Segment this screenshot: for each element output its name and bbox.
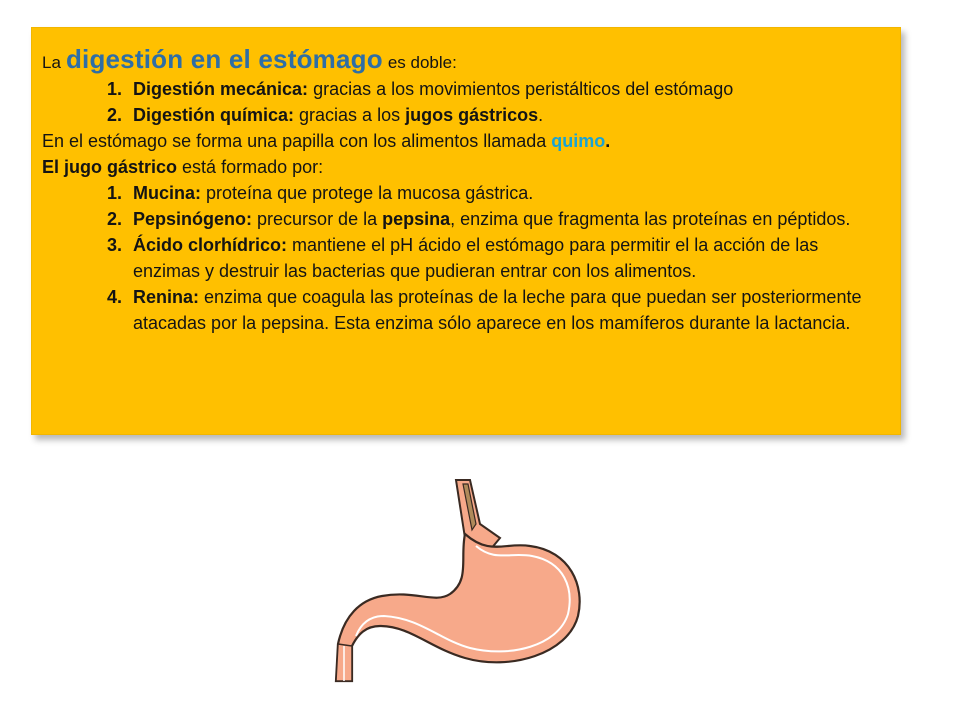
component-term: Mucina:	[133, 183, 202, 203]
intro-la: La	[42, 53, 61, 72]
quimo-sentence	[42, 128, 886, 154]
stomach-illustration	[330, 476, 590, 686]
component-bold: pepsina	[382, 209, 451, 229]
components-list	[42, 180, 886, 336]
component-term: Renina:	[133, 287, 200, 307]
component-text-after: , enzima que fragmenta las proteínas en péptidos.	[450, 209, 851, 229]
component-term: Pepsinógeno:	[133, 209, 253, 229]
quimo-text: En el estómago se forma una papilla con los alimentos llamada	[42, 131, 547, 151]
esophagus	[456, 480, 500, 550]
jugo-text: está formado por:	[182, 157, 324, 177]
digestion-type-end: .	[538, 105, 544, 125]
intro-heading: digestión en el estómago	[65, 44, 383, 74]
component-renina	[127, 284, 886, 336]
jugo-intro	[42, 154, 886, 180]
component-term: Ácido clorhídrico:	[133, 235, 288, 255]
quimo-highlight: quimo	[551, 131, 606, 151]
quimo-end: .	[605, 131, 611, 151]
jugo-term: El jugo gástrico	[42, 157, 178, 177]
component-pepsinogeno	[127, 206, 886, 232]
component-text: precursor de la	[257, 209, 378, 229]
component-text: proteína que protege la mucosa gástrica.	[206, 183, 534, 203]
stomach-body	[336, 534, 580, 681]
digestion-type-text: gracias a los movimientos peristálticos del estómago	[313, 79, 734, 99]
digestion-type-quimica	[127, 102, 886, 128]
intro-tail: es doble:	[387, 53, 457, 72]
component-text: enzima que coagula las proteínas de la leche para que puedan ser posteriormente atacadas por la pepsina. Esta enzima sólo aparece en los mamíferos durante la lactancia.	[133, 287, 862, 333]
component-acido-clorhidrico	[127, 232, 886, 284]
digestion-type-term: Digestión química:	[133, 105, 295, 125]
component-mucina	[127, 180, 886, 206]
digestion-type-bold: jugos gástricos	[405, 105, 539, 125]
component-text: mantiene el pH ácido el estómago para permitir el la acción de las enzimas y destruir las bacterias que pudieran entrar con los alimentos.	[133, 235, 819, 281]
info-box	[31, 27, 901, 435]
intro-line	[42, 46, 886, 76]
digestion-types-list	[42, 76, 886, 128]
digestion-type-text: gracias a los	[299, 105, 401, 125]
digestion-type-mecanica	[127, 76, 886, 102]
digestion-type-term: Digestión mecánica:	[133, 79, 309, 99]
